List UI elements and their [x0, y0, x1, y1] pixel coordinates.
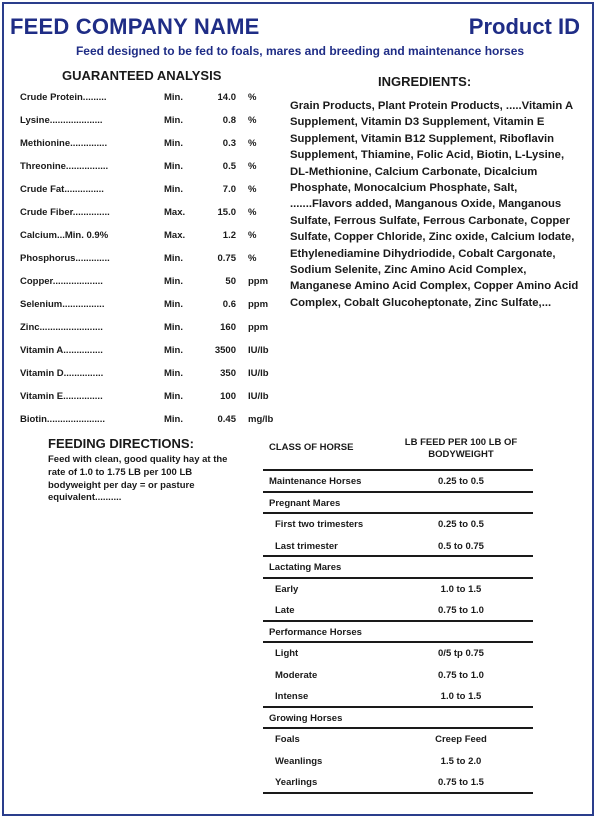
nutrient-unit: %: [248, 230, 257, 241]
product-id: Product ID: [468, 14, 580, 39]
nutrient-unit: ppm: [248, 322, 269, 333]
tagline: Feed designed to be fed to foals, mares and breeding and maintenance horses: [75, 44, 525, 58]
feed-rate: 1.0 to 1.5: [440, 583, 482, 595]
nutrient-unit: %: [248, 161, 257, 172]
nutrient-value: 15.0: [217, 207, 236, 218]
nutrient-name: Vitamin E...............: [20, 391, 103, 402]
horse-class: Foals: [275, 734, 300, 745]
min-max: Min.: [164, 391, 183, 402]
feeding-directions-title: FEEDING DIRECTIONS:: [48, 436, 194, 451]
horse-class: Late: [275, 605, 295, 616]
feeding-row: [263, 686, 533, 708]
nutrient-unit: %: [248, 92, 257, 103]
nutrient-unit: %: [248, 138, 257, 149]
nutrient-value: 0.75: [217, 253, 236, 264]
min-max: Min.: [164, 161, 183, 172]
feeding-row: [263, 708, 533, 730]
min-max: Max.: [164, 230, 186, 241]
min-max: Min.: [164, 92, 183, 103]
nutrient-unit: mg/lb: [248, 414, 274, 425]
min-max: Max.: [164, 207, 186, 218]
analysis-row: [20, 299, 290, 322]
feed-rate: 1.0 to 1.5: [440, 691, 482, 702]
guaranteed-analysis-title: GUARANTEED ANALYSIS: [62, 68, 222, 83]
nutrient-name: Calcium...Min. 0.9%: [20, 230, 109, 241]
analysis-row: [20, 345, 290, 368]
horse-class: Intense: [275, 691, 309, 702]
feeding-table-body: [263, 471, 533, 794]
feeding-row: [263, 471, 533, 493]
nutrient-value: 50: [225, 276, 236, 287]
feeding-row: [263, 622, 533, 644]
feed-rate: 0.75 to 1.5: [438, 777, 484, 788]
feeding-row: [263, 643, 533, 665]
nutrient-name: Vitamin A...............: [20, 345, 103, 356]
feeding-row: [263, 536, 533, 558]
min-max: Min.: [164, 299, 183, 310]
nutrient-name: Crude Protein.........: [20, 92, 107, 103]
horse-class: Maintenance Horses: [269, 476, 362, 487]
feeding-row: [263, 751, 533, 773]
horse-class: Weanlings: [275, 755, 323, 767]
analysis-row: [20, 368, 290, 391]
nutrient-unit: ppm: [248, 299, 269, 310]
analysis-row: [20, 92, 290, 115]
column-header-feed-rate: LB FEED PER 100 LB OF BODYWEIGHT: [404, 437, 518, 460]
nutrient-name: Lysine....................: [20, 115, 103, 126]
horse-class: Performance Horses: [269, 626, 362, 638]
company-name: FEED COMPANY NAME: [10, 14, 260, 39]
feeding-row: [263, 579, 533, 601]
ingredients-title: INGREDIENTS:: [378, 74, 472, 89]
analysis-row: [20, 276, 290, 299]
nutrient-unit: IU/lb: [248, 391, 269, 402]
feeding-table-header: [263, 437, 533, 469]
horse-class: Lactating Mares: [269, 562, 342, 573]
feeding-directions-text: Feed with clean, good quality hay at the rate of 1.0 to 1.75 LB per 100 LB bodyweight per day = or pasture equivalent..........: [48, 454, 228, 504]
horse-class: Pregnant Mares: [269, 497, 341, 509]
min-max: Min.: [164, 345, 183, 356]
nutrient-name: Copper...................: [20, 276, 103, 287]
analysis-row: [20, 322, 290, 345]
nutrient-value: 1.2: [222, 230, 236, 241]
min-max: Min.: [164, 115, 183, 126]
nutrient-unit: %: [248, 115, 257, 126]
feed-rate: 0.75 to 1.0: [438, 605, 484, 616]
horse-class: Last trimester: [275, 540, 338, 552]
nutrient-name: Threonine................: [20, 161, 109, 172]
horse-class: First two trimesters: [275, 519, 364, 530]
analysis-row: [20, 161, 290, 184]
feeding-row: [263, 772, 533, 794]
nutrient-value: 160: [220, 322, 236, 333]
feed-rate: 0.25 to 0.5: [438, 519, 484, 530]
feed-rate: 1.5 to 2.0: [440, 755, 482, 767]
nutrient-value: 3500: [214, 345, 236, 356]
min-max: Min.: [164, 138, 183, 149]
nutrient-value: 100: [220, 391, 236, 402]
feeding-row: [263, 600, 533, 622]
min-max: Min.: [164, 184, 183, 195]
nutrient-value: 0.45: [217, 414, 236, 425]
feeding-table: [263, 437, 533, 794]
analysis-row: [20, 115, 290, 138]
nutrient-name: Selenium................: [20, 299, 105, 310]
nutrient-name: Zinc........................: [20, 322, 103, 333]
guaranteed-analysis-table: [20, 92, 290, 437]
horse-class: Moderate: [275, 669, 318, 681]
nutrient-unit: IU/lb: [248, 345, 269, 356]
nutrient-value: 0.6: [222, 299, 236, 310]
nutrient-unit: %: [248, 207, 257, 218]
feeding-row: [263, 514, 533, 536]
analysis-row: [20, 138, 290, 161]
feed-rate: 0/5 tp 0.75: [438, 648, 484, 659]
nutrient-value: 7.0: [222, 184, 236, 195]
nutrient-value: 0.5: [222, 161, 236, 172]
analysis-row: [20, 207, 290, 230]
nutrient-name: Biotin......................: [20, 414, 105, 425]
feed-rate: Creep Feed: [435, 734, 487, 745]
feeding-row: [263, 665, 533, 687]
horse-class: Early: [275, 583, 299, 595]
nutrient-name: Crude Fiber..............: [20, 207, 110, 218]
nutrient-name: Vitamin D...............: [20, 368, 104, 379]
feeding-row: [263, 729, 533, 751]
min-max: Min.: [164, 276, 183, 287]
analysis-row: [20, 391, 290, 414]
feed-rate: 0.75 to 1.0: [438, 669, 484, 681]
nutrient-unit: ppm: [248, 276, 269, 287]
analysis-row: [20, 414, 290, 437]
feeding-row: [263, 557, 533, 579]
horse-class: Growing Horses: [269, 712, 343, 724]
nutrient-value: 0.8: [222, 115, 236, 126]
feed-rate: 0.25 to 0.5: [438, 476, 484, 487]
column-header-class: CLASS OF HORSE: [269, 442, 354, 453]
nutrient-value: 350: [220, 368, 236, 379]
nutrient-unit: %: [248, 253, 257, 264]
nutrient-name: Crude Fat...............: [20, 184, 104, 195]
nutrient-unit: %: [248, 184, 257, 195]
analysis-row: [20, 184, 290, 207]
analysis-row: [20, 253, 290, 276]
min-max: Min.: [164, 322, 183, 333]
ingredients-text: Grain Products, Plant Protein Products, .....Vitamin A Supplement, Vitamin D3 Supplement, Vitamin E Supplement, Vitamin B12 Supplement, Riboflavin Supplement, Thiamine, Folic Acid, Biotin, L-Lysine, DL-Methionine, Calcium Carbonate, Dicalcium Phosphate, Monocalcium Phosphate, Salt, .......Flavors added, Manganous Oxide, Manganous Sulfate, Ferrous Sulfate, Ferrous Carbonate, Copper Sulfate, Copper Chloride, Zinc oxide, Calcium Iodate, Ethylenediamine Dihydriodide, Cobalt Cargonate, Sodium Selenite, Zinc Amino Acid Complex, Manganese Amino Acid Complex, Copper Amino Acid Complex, Cobalt Glucoheptonate, Zinc Sulfate,...: [290, 100, 579, 309]
nutrient-name: Methionine..............: [20, 138, 108, 149]
nutrient-name: Phosphorus.............: [20, 253, 110, 264]
min-max: Min.: [164, 253, 183, 264]
min-max: Min.: [164, 414, 183, 425]
horse-class: Yearlings: [275, 777, 318, 788]
nutrient-value: 14.0: [217, 92, 236, 103]
min-max: Min.: [164, 368, 183, 379]
feed-rate: 0.5 to 0.75: [438, 540, 484, 552]
horse-class: Light: [275, 648, 299, 659]
nutrient-value: 0.3: [222, 138, 236, 149]
feeding-row: [263, 493, 533, 515]
nutrient-unit: IU/lb: [248, 368, 269, 379]
analysis-row: [20, 230, 290, 253]
